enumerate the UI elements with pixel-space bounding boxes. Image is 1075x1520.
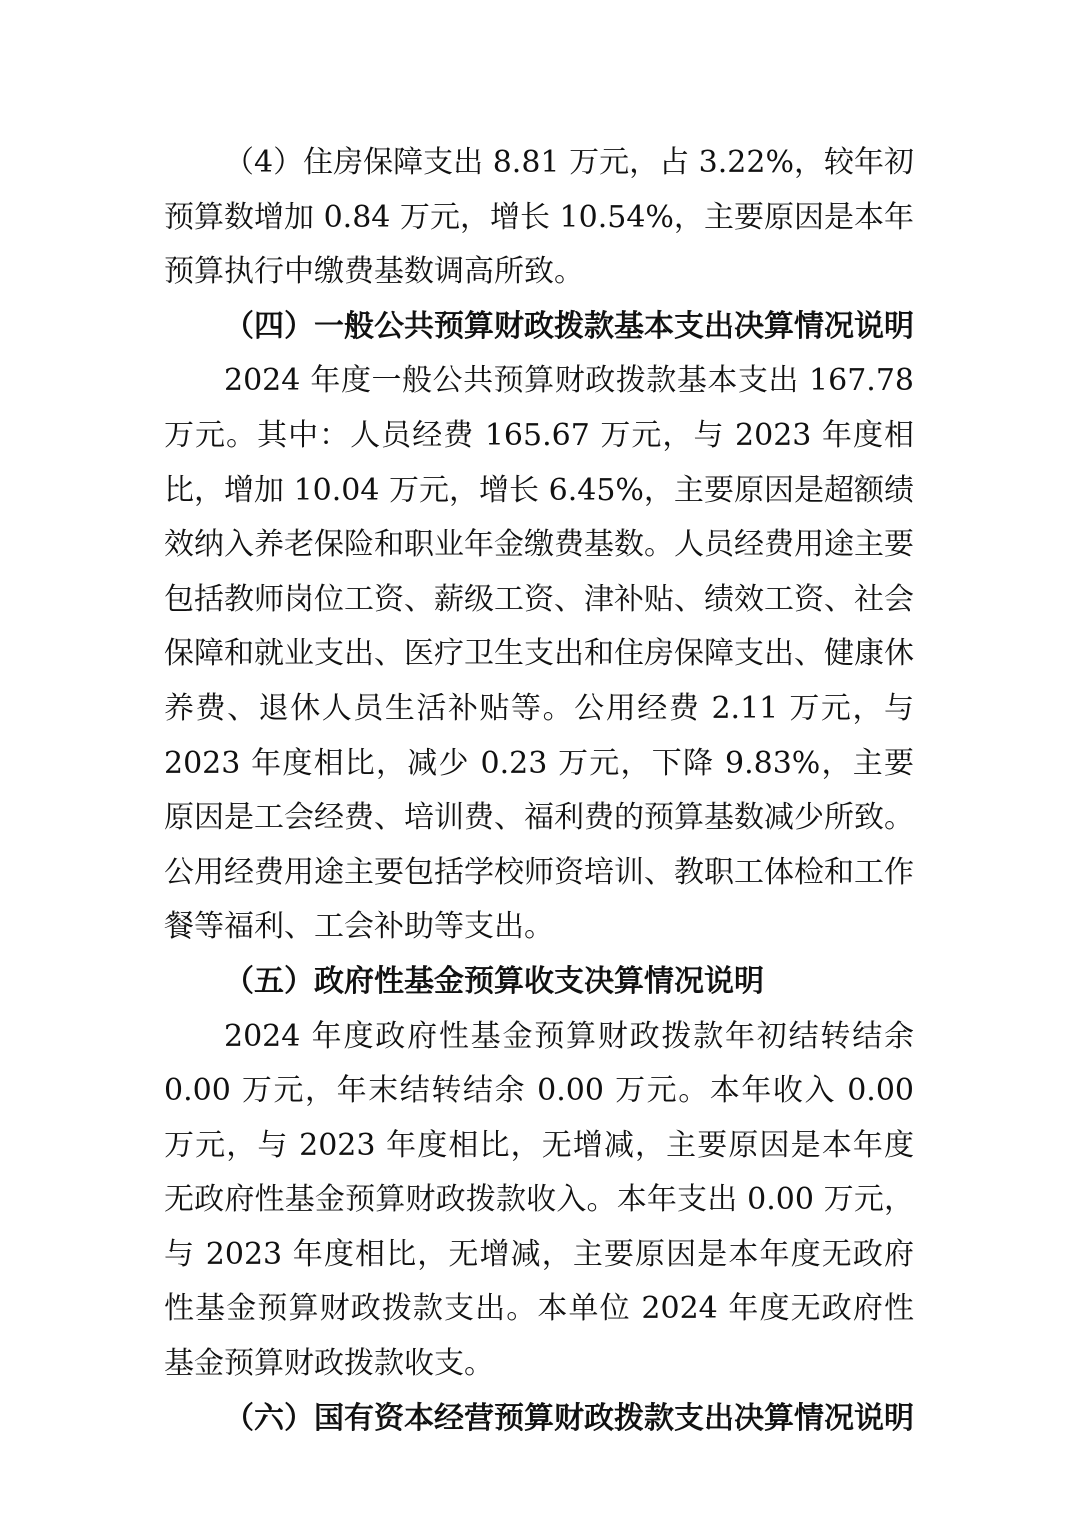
paragraph-housing-expenditure: （4）住房保障支出 8.81 万元，占 3.22%，较年初预算数增加 0.84 万元，增长 10.54%，主要原因是本年预算执行中缴费基数调高所致。 xyxy=(164,145,914,290)
section-heading-6: （六）国有资本经营预算财政拨款支出决算情况说明 xyxy=(224,1400,914,1436)
section-heading-4: （四）一般公共预算财政拨款基本支出决算情况说明 xyxy=(224,308,914,344)
document-body xyxy=(164,136,914,1446)
paragraph-government-fund: 2024 年度政府性基金预算财政拨款年初结转结余 0.00 万元，年末结转结余 0.00 万元。本年收入 0.00 万元，与 2023 年度相比，无增减，主要原因是本年度无政府性基金预算财政拨款收入。本年支出 0.00 万元，与 2023 年度相比，无增减，主要原因是本年度无政府性基金预算财政拨款支出。本单位 2024 年度无政府性基金预算财政拨款收支。 xyxy=(164,1018,914,1382)
section-heading-5: （五）政府性基金预算收支决算情况说明 xyxy=(224,963,764,999)
paragraph-basic-expenditure: 2024 年度一般公共预算财政拨款基本支出 167.78 万元。其中：人员经费 165.67 万元，与 2023 年度相比，增加 10.04 万元，增长 6.45%，主要原因是超额绩效纳入养老保险和职业年金缴费基数。人员经费用途主要包括教师岗位工资、薪级工资、津补贴、绩效工资、社会保障和就业支出、医疗卫生支出和住房保障支出、健康休养费、退休人员生活补贴等。公用经费 2.11 万元，与 2023 年度相比，减少 0.23 万元，下降 9.83%，主要原因是工会经费、培训费、福利费的预算基数减少所致。公用经费用途主要包括学校师资培训、教职工体检和工作餐等福利、工会补助等支出。 xyxy=(164,363,914,945)
